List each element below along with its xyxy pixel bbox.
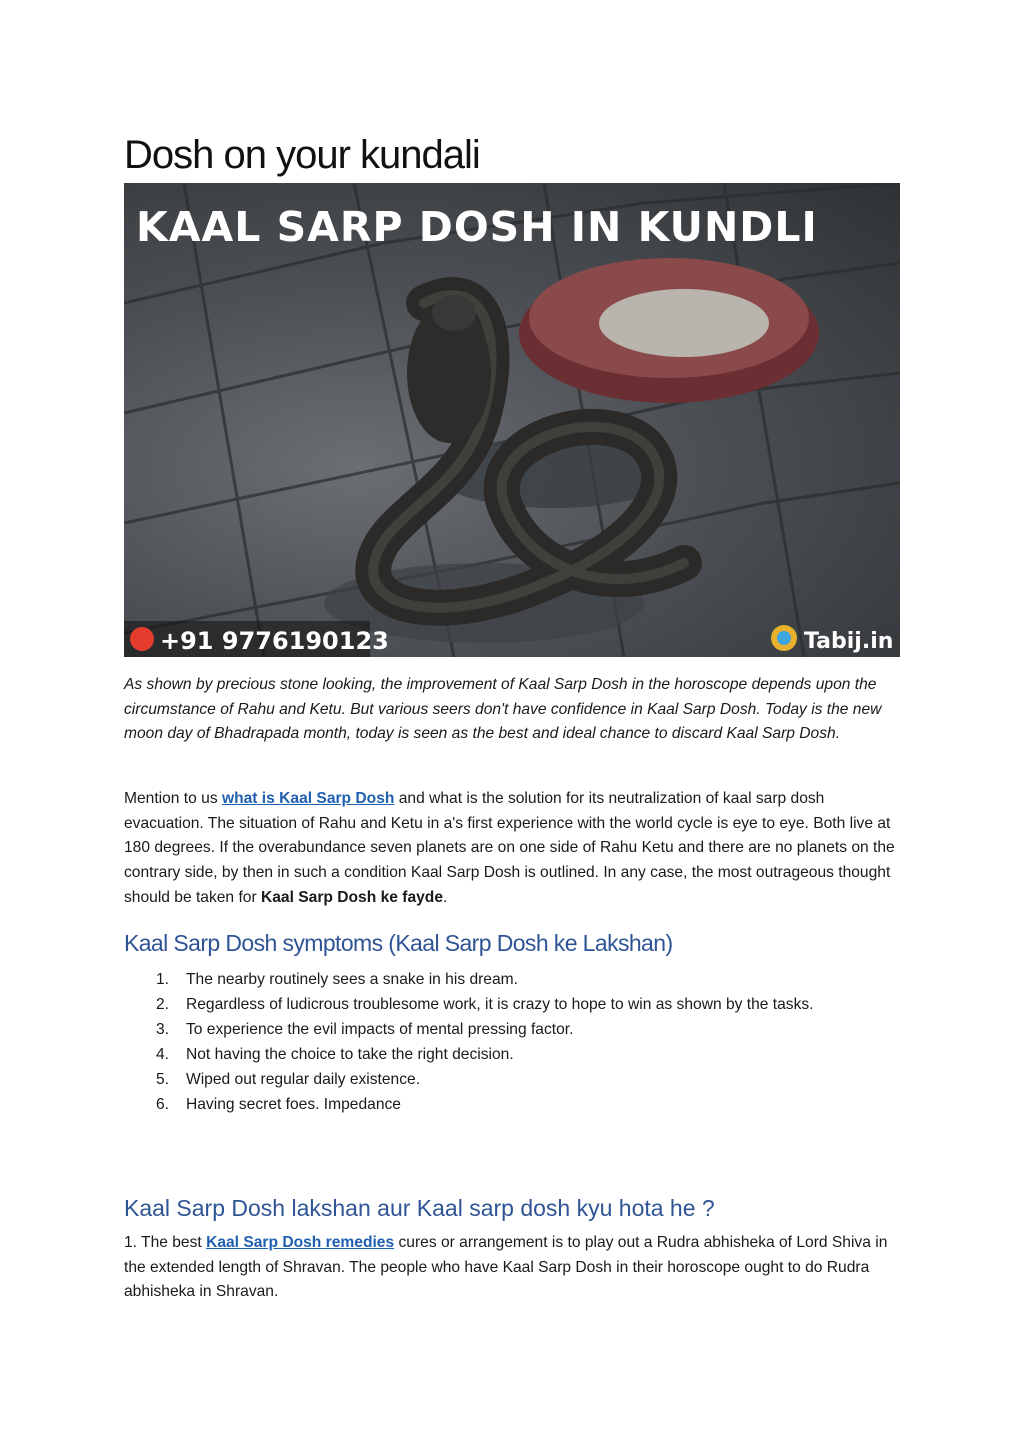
list-item (124, 992, 900, 1017)
list-text: To experience the evil impacts of mental pressing factor. (186, 1021, 574, 1038)
section-heading-symptoms: Kaal Sarp Dosh symptoms (Kaal Sarp Dosh ke Lakshan) (124, 930, 673, 956)
section-heading-lakshan: Kaal Sarp Dosh lakshan aur Kaal sarp dosh kyu hota he ? (124, 1195, 715, 1221)
list-item (124, 1017, 900, 1042)
hero-image (124, 183, 900, 657)
symptoms-list (124, 967, 900, 1117)
bold-phrase: Kaal Sarp Dosh ke fayde (260, 888, 443, 906)
list-number: 6. (156, 1096, 170, 1113)
kaal-sarp-dosh-remedies-link[interactable]: Kaal Sarp Dosh remedies (206, 1234, 395, 1251)
list-number: 1. (156, 971, 170, 988)
list-item (124, 1067, 900, 1092)
para-text: . (443, 888, 448, 906)
list-text: Having secret foes. Impedance (186, 1096, 401, 1113)
hero-banner-text: KAAL SARP DOSH IN KUNDLI (136, 203, 818, 251)
para-text: 1. The best (124, 1234, 207, 1251)
snake-photo (124, 183, 900, 657)
phone-icon (130, 627, 154, 651)
hero-phone-text: +91 9776190123 (160, 627, 389, 655)
body-paragraph (124, 787, 900, 911)
list-text: The nearby routinely sees a snake in his dream. (186, 971, 518, 988)
list-text: Wiped out regular daily existence. (186, 1071, 421, 1088)
list-number: 4. (156, 1046, 170, 1063)
list-text: Regardless of ludicrous troublesome work, it is crazy to hope to win as shown by the tasks. (186, 996, 814, 1013)
list-number: 3. (156, 1021, 170, 1038)
list-number: 5. (156, 1071, 170, 1088)
list-number: 2. (156, 996, 170, 1013)
remedy-paragraph (124, 1231, 900, 1305)
list-item (124, 1042, 900, 1067)
list-item (124, 1092, 900, 1117)
para-text: and what is the solution for its neutralization of kaal sarp dosh evacuation. The situation of Rahu and Ketu in a's first experience with the world cycle is eye to eye. Both live at 180 degrees. If the overabundance seven planets are on one side of Rahu Ketu and there are no planets on the contrary side, by then in such a condition Kaal Sarp Dosh is outlined. In any case, the most outrageous thought should be taken for (124, 790, 895, 906)
hero-brand-text: Tabij.in (804, 629, 894, 654)
intro-paragraph: As shown by precious stone looking, the improvement of Kaal Sarp Dosh in the horoscope depends upon the circumstance of Rahu and Ketu. But various seers don't have confidence in Kaal Sarp Dosh. Today is the new moon day of Bhadrapada month, today is seen as the best and ideal chance to discard Kaal Sarp Dosh. (124, 676, 882, 743)
page-title: Dosh on your kundali (124, 133, 480, 177)
para-text: cures or arrangement is to play out a Rudra abhisheka of Lord Shiva in the extended length of Shravan. The people who have Kaal Sarp Dosh in their horoscope ought to do Rudra abhisheka in Shravan. (124, 1234, 888, 1301)
list-text: Not having the choice to take the right decision. (186, 1046, 514, 1063)
what-is-kaal-sarp-dosh-link[interactable]: what is Kaal Sarp Dosh (221, 790, 395, 807)
para-text: Mention to us (124, 790, 222, 807)
list-item (124, 967, 900, 992)
